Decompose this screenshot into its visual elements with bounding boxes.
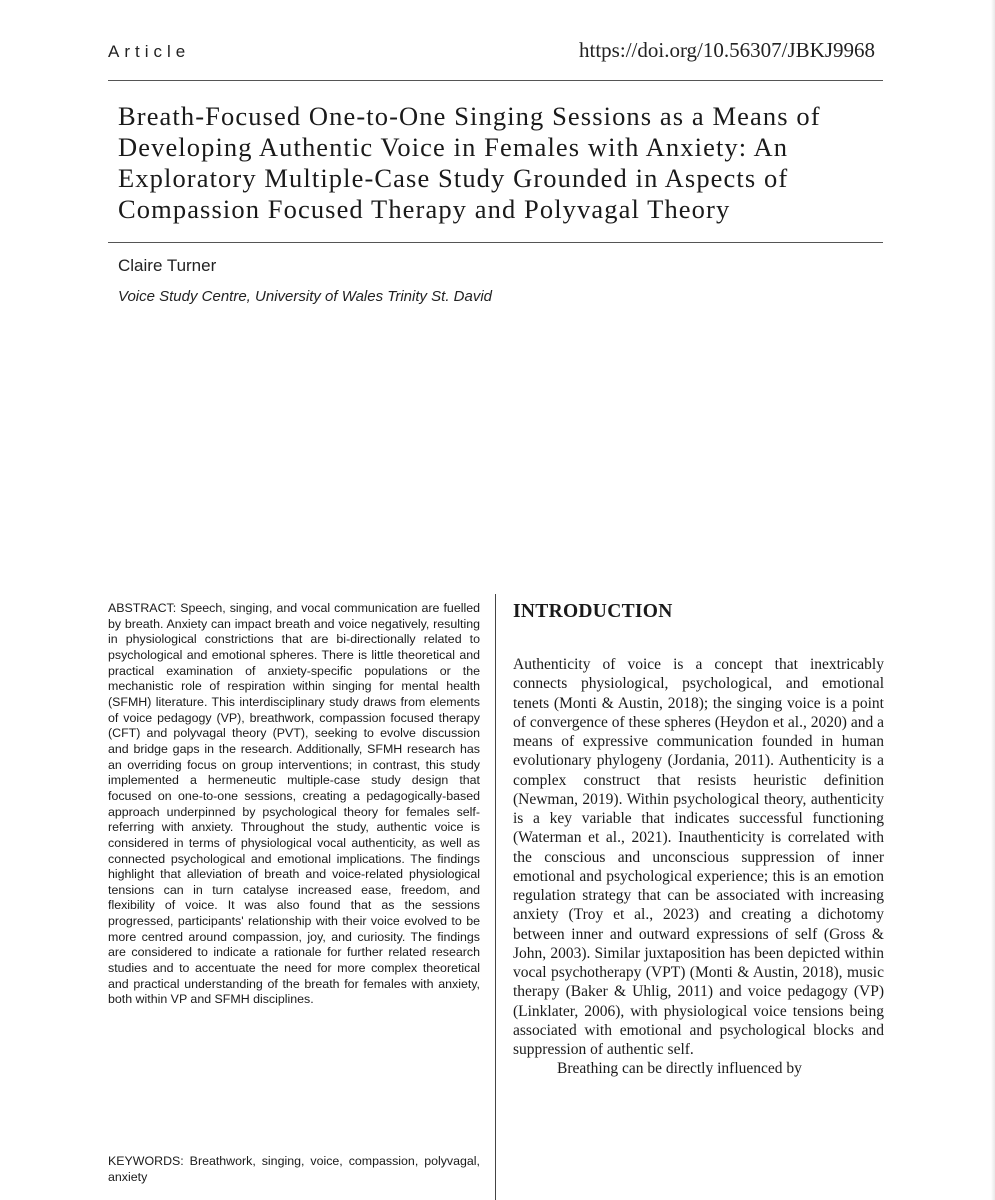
doi-link[interactable]: https://doi.org/10.56307/JBKJ9968 (579, 38, 875, 62)
introduction-paragraph-1: Authenticity of voice is a concept that inextricably connects physiological, psychological, and emotional tenets (Monti & Austin, 2018); the singing voice is a point of convergence of these spheres (Heydon et al., 2020) and a means of expressive communication founded in human evolutionary phylogeny (Jordania, 2011). Authenticity is a complex construct that resists heuristic definition (Newman, 2019). Within psychological theory, authenticity is a key variable that indicates successful functioning (Waterman et al., 2021). Inauthenticity is correlated with the conscious and unconscious suppression of inner emotional and psychological experience; this is an emotion regulation strategy that can be associated with increasing anxiety (Troy et al., 2023) and creating a dichotomy between inner and outward expressions of self (Gross & John, 2003). Similar juxtaposition has been depicted within vocal psychotherapy (VPT) (Monti & Austin, 2018), music therapy (Baker & Uhlig, 2011) and voice pedagogy (VP) (Linklater, 2006), with physiological voice tensions being associated with emotional and psychological blocks and suppression of authentic self. (513, 656, 884, 1058)
title-divider (108, 242, 883, 243)
introduction-body (513, 655, 884, 1079)
author-affiliation: Voice Study Centre, University of Wales Trinity St. David (118, 288, 493, 305)
article-title: Breath-Focused One-to-One Singing Sessions as a Means of Developing Authentic Voice in Females with Anxiety: An Exploratory Multiple-Case Study Grounded in Aspects of Compassion Focused Therapy and Polyvagal Theory (118, 101, 821, 224)
abstract-text: ABSTRACT: Speech, singing, and vocal communication are fuelled by breath. Anxiety can impact breath and voice negatively, resulting in physiological constrictions that are bi-directionally related to psychological and emotional spheres. There is little theoretical and practical examination of anxiety-specific populations or the mechanistic role of respiration within singing for mental health (SFMH) literature. This interdisciplinary study draws from elements of voice pedagogy (VP), breathwork, compassion focused therapy (CFT) and polyvagal theory (PVT), seeking to evolve discussion and bridge gaps in the research. Additionally, SFMH research has an overriding focus on group interventions; in contrast, this study implemented a hermeneutic multiple-case study design that focused on one-to-one sessions, creating a pedagogically-based approach underpinned by psychological theory for females self-referring with anxiety. Throughout the study, authentic voice is considered in terms of physiological vocal authenticity, as well as connected psychological and emotional implications. The findings highlight that alleviation of breath and voice-related physiological tensions can in turn catalyse increased ease, freedom, and flexibility of voice. It was also found that as the sessions progressed, participants' relationship with their voice evolved to be more centred around compassion, joy, and curiosity. The findings are considered to indicate a rationale for further related research studies and to accentuate the need for more complex theoretical and practical understanding of the breath for females with anxiety, both within VP and SFMH disciplines. (108, 601, 480, 1007)
column-divider (495, 594, 496, 1200)
keywords-text: KEYWORDS: Breathwork, singing, voice, compassion, polyvagal, anxiety (108, 1154, 480, 1184)
page-edge-shadow (991, 0, 995, 1200)
header-divider (108, 80, 883, 81)
article-label: Article (108, 42, 191, 61)
introduction-heading: INTRODUCTION (513, 601, 673, 622)
author-name: Claire Turner (118, 256, 217, 275)
introduction-paragraph-2: Breathing can be directly influenced by (557, 1060, 802, 1078)
